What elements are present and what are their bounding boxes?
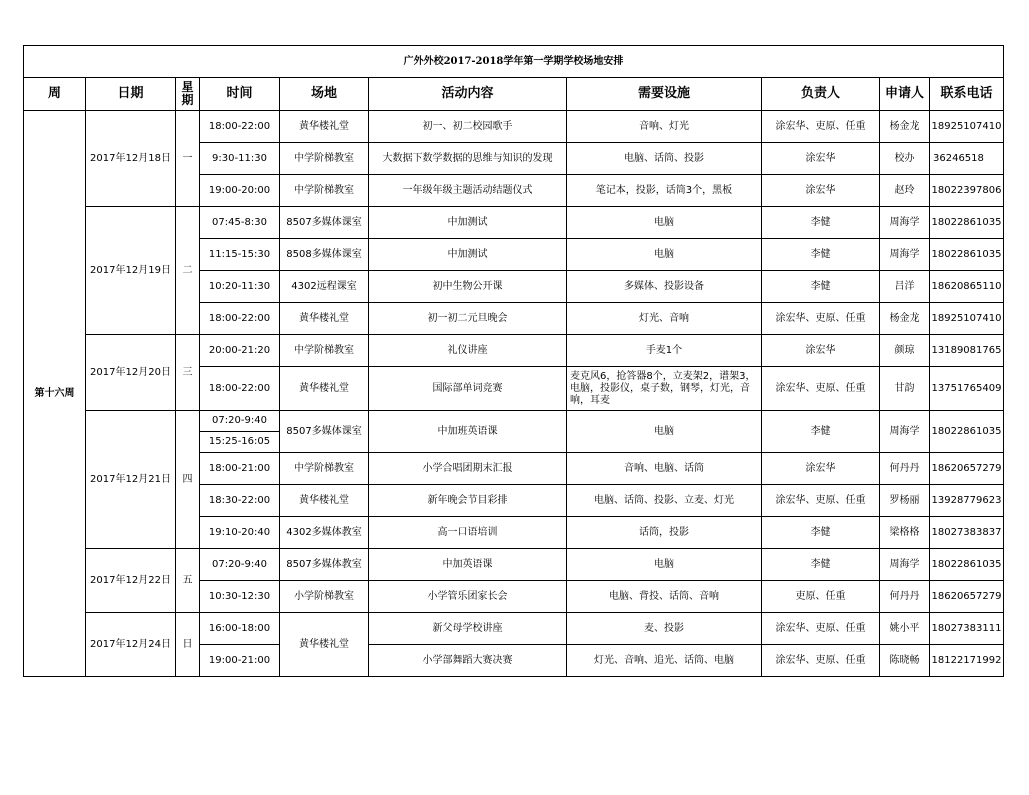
applicant-cell: 何丹丹 (880, 581, 930, 613)
table-row (24, 207, 1004, 239)
phone-cell: 13928779623 (930, 485, 1004, 517)
header-weekday: 星期 (176, 78, 200, 111)
date-cell: 2017年12月21日 (86, 411, 176, 549)
owner-cell: 李健 (762, 239, 880, 271)
applicant-cell: 杨金龙 (880, 111, 930, 143)
time-slot: 07:20-9:40 (200, 411, 279, 432)
phone-cell: 18027383111 (930, 613, 1004, 645)
phone-cell: 18925107410 (930, 303, 1004, 335)
activity-cell: 初一、初二校园歌手 (369, 111, 567, 143)
phone-cell: 18620865110 (930, 271, 1004, 303)
phone-cell: 18022861035 (930, 239, 1004, 271)
table-row (24, 335, 1004, 367)
time-cell: 20:00-21:20 (200, 335, 280, 367)
facilities-cell: 电脑 (567, 411, 762, 453)
activity-cell: 中加英语课 (369, 549, 567, 581)
applicant-cell: 周海学 (880, 549, 930, 581)
owner-cell: 涂宏华 (762, 335, 880, 367)
applicant-cell: 甘韵 (880, 367, 930, 411)
owner-cell: 李健 (762, 517, 880, 549)
facilities-cell: 笔记本，投影，话筒3个，黑板 (567, 175, 762, 207)
venue-cell: 中学阶梯教室 (280, 175, 369, 207)
facilities-cell: 电脑 (567, 207, 762, 239)
time-slot: 15:25-16:05 (208, 436, 271, 447)
venue-cell: 4302远程课室 (280, 271, 369, 303)
activity-cell: 小学管乐团家长会 (369, 581, 567, 613)
activity-cell: 大数据下数学数据的思维与知识的发现 (369, 143, 567, 175)
header-row (24, 78, 1004, 111)
sheet-title: 广外外校2017-2018学年第一学期学校场地安排 (24, 46, 1004, 78)
owner-cell: 涂宏华 (762, 453, 880, 485)
owner-cell: 涂宏华、吏原、任重 (762, 485, 880, 517)
facilities-cell: 音响、灯光 (567, 111, 762, 143)
venue-cell: 黄华楼礼堂 (280, 111, 369, 143)
owner-cell: 李健 (762, 271, 880, 303)
weekday-cell: 四 (176, 411, 200, 549)
phone-cell: 18022861035 (930, 207, 1004, 239)
activity-cell: 中加测试 (369, 239, 567, 271)
phone-cell: 18022861035 (930, 411, 1004, 453)
owner-cell: 李健 (762, 549, 880, 581)
time-cell: 07:20-9:40 (200, 549, 280, 581)
time-cell: 18:30-22:00 (200, 485, 280, 517)
header-time: 时间 (200, 78, 280, 111)
venue-cell: 中学阶梯教室 (280, 453, 369, 485)
applicant-cell: 赵玲 (880, 175, 930, 207)
header-phone: 联系电话 (930, 78, 1004, 111)
phone-cell: 13751765409 (930, 367, 1004, 411)
time-cell: 19:10-20:40 (200, 517, 280, 549)
venue-schedule-table (23, 45, 1004, 677)
date-cell: 2017年12月19日 (86, 207, 176, 335)
activity-cell: 中加测试 (369, 207, 567, 239)
table-row (24, 411, 1004, 453)
owner-cell: 涂宏华、吏原、任重 (762, 613, 880, 645)
header-date: 日期 (86, 78, 176, 111)
facilities-cell: 电脑 (567, 549, 762, 581)
table-row (24, 111, 1004, 143)
activity-cell: 礼仪讲座 (369, 335, 567, 367)
venue-cell: 4302多媒体教室 (280, 517, 369, 549)
facilities-cell: 电脑、话筒、投影、立麦、灯光 (567, 485, 762, 517)
applicant-cell: 周海学 (880, 239, 930, 271)
time-cell: 16:00-18:00 (200, 613, 280, 645)
applicant-cell: 吕洋 (880, 271, 930, 303)
owner-cell: 涂宏华、吏原、任重 (762, 645, 880, 677)
venue-cell: 8507多媒体教室 (280, 549, 369, 581)
activity-cell: 国际部单词竞赛 (369, 367, 567, 411)
venue-cell: 黄华楼礼堂 (280, 303, 369, 335)
header-facilities: 需要设施 (567, 78, 762, 111)
time-cell: 18:00-22:00 (200, 367, 280, 411)
facilities-cell: 电脑、背投、话筒、音响 (567, 581, 762, 613)
phone-cell: 18122171992 (930, 645, 1004, 677)
facilities-cell: 灯光、音响 (567, 303, 762, 335)
activity-cell: 初一初二元旦晚会 (369, 303, 567, 335)
activity-cell: 高一口语培训 (369, 517, 567, 549)
phone-cell: 18022861035 (930, 549, 1004, 581)
phone-cell: 13189081765 (930, 335, 1004, 367)
venue-cell: 8507多媒体课室 (280, 207, 369, 239)
date-cell: 2017年12月20日 (86, 335, 176, 411)
facilities-cell: 电脑、话筒、投影 (567, 143, 762, 175)
table-row (24, 613, 1004, 645)
facilities-cell: 麦克风6，抢答器8个，立麦架2，谱架3，电脑，投影仪，桌子数，钢琴，灯光，音响，耳麦 (567, 367, 762, 411)
venue-cell: 黄华楼礼堂 (280, 485, 369, 517)
activity-cell: 新年晚会节目彩排 (369, 485, 567, 517)
weekday-cell: 三 (176, 335, 200, 411)
venue-cell: 黄华楼礼堂 (280, 367, 369, 411)
weekday-cell: 一 (176, 111, 200, 207)
venue-cell: 8507多媒体课室 (280, 411, 369, 453)
time-cell (200, 411, 280, 453)
header-owner: 负责人 (762, 78, 880, 111)
time-cell: 11:15-15:30 (200, 239, 280, 271)
applicant-cell: 校办 (880, 143, 930, 175)
applicant-cell: 罗杨丽 (880, 485, 930, 517)
time-cell: 9:30-11:30 (200, 143, 280, 175)
time-cell: 19:00-20:00 (200, 175, 280, 207)
applicant-cell: 周海学 (880, 411, 930, 453)
venue-cell: 小学阶梯教室 (280, 581, 369, 613)
phone-cell: 18620657279 (930, 581, 1004, 613)
date-cell: 2017年12月18日 (86, 111, 176, 207)
date-cell: 2017年12月22日 (86, 549, 176, 613)
applicant-cell: 陈晓畅 (880, 645, 930, 677)
header-week: 周 (24, 78, 86, 111)
phone-cell: 36246518 (930, 143, 1004, 175)
venue-cell: 中学阶梯教室 (280, 335, 369, 367)
activity-cell: 小学部舞蹈大赛决赛 (369, 645, 567, 677)
weekday-cell: 五 (176, 549, 200, 613)
activity-cell: 初中生物公开课 (369, 271, 567, 303)
applicant-cell: 梁格格 (880, 517, 930, 549)
venue-cell: 8508多媒体课室 (280, 239, 369, 271)
facilities-cell: 音响、电脑、话筒 (567, 453, 762, 485)
phone-cell: 18027383837 (930, 517, 1004, 549)
phone-cell: 18022397806 (930, 175, 1004, 207)
weekday-cell: 日 (176, 613, 200, 677)
facilities-cell: 电脑 (567, 239, 762, 271)
time-cell: 10:30-12:30 (200, 581, 280, 613)
owner-cell: 涂宏华、吏原、任重 (762, 111, 880, 143)
activity-cell: 小学合唱团期末汇报 (369, 453, 567, 485)
header-applicant: 申请人 (880, 78, 930, 111)
applicant-cell: 颜琼 (880, 335, 930, 367)
owner-cell: 涂宏华 (762, 175, 880, 207)
time-cell: 18:00-22:00 (200, 111, 280, 143)
owner-cell: 李健 (762, 207, 880, 239)
time-cell: 18:00-22:00 (200, 303, 280, 335)
facilities-cell: 手麦1个 (567, 335, 762, 367)
date-cell: 2017年12月24日 (86, 613, 176, 677)
facilities-cell: 多媒体、投影设备 (567, 271, 762, 303)
time-cell: 18:00-21:00 (200, 453, 280, 485)
applicant-cell: 周海学 (880, 207, 930, 239)
facilities-cell: 灯光、音响、追光、话筒、电脑 (567, 645, 762, 677)
time-cell: 10:20-11:30 (200, 271, 280, 303)
activity-cell: 中加班英语课 (369, 411, 567, 453)
time-cell: 19:00-21:00 (200, 645, 280, 677)
activity-cell: 新父母学校讲座 (369, 613, 567, 645)
owner-cell: 李健 (762, 411, 880, 453)
applicant-cell: 姚小平 (880, 613, 930, 645)
venue-cell: 中学阶梯教室 (280, 143, 369, 175)
phone-cell: 18925107410 (930, 111, 1004, 143)
time-cell: 07:45-8:30 (200, 207, 280, 239)
owner-cell: 涂宏华、吏原、任重 (762, 367, 880, 411)
owner-cell: 涂宏华 (762, 143, 880, 175)
applicant-cell: 何丹丹 (880, 453, 930, 485)
facilities-cell: 话筒，投影 (567, 517, 762, 549)
phone-cell: 18620657279 (930, 453, 1004, 485)
applicant-cell: 杨金龙 (880, 303, 930, 335)
table-row (24, 549, 1004, 581)
header-activity: 活动内容 (369, 78, 567, 111)
venue-cell: 黄华楼礼堂 (280, 613, 369, 677)
header-venue: 场地 (280, 78, 369, 111)
owner-cell: 涂宏华、吏原、任重 (762, 303, 880, 335)
week-label: 第十六周 (24, 111, 86, 677)
facilities-cell: 麦、投影 (567, 613, 762, 645)
weekday-cell: 二 (176, 207, 200, 335)
activity-cell: 一年级年级主题活动结题仪式 (369, 175, 567, 207)
owner-cell: 吏原、任重 (762, 581, 880, 613)
